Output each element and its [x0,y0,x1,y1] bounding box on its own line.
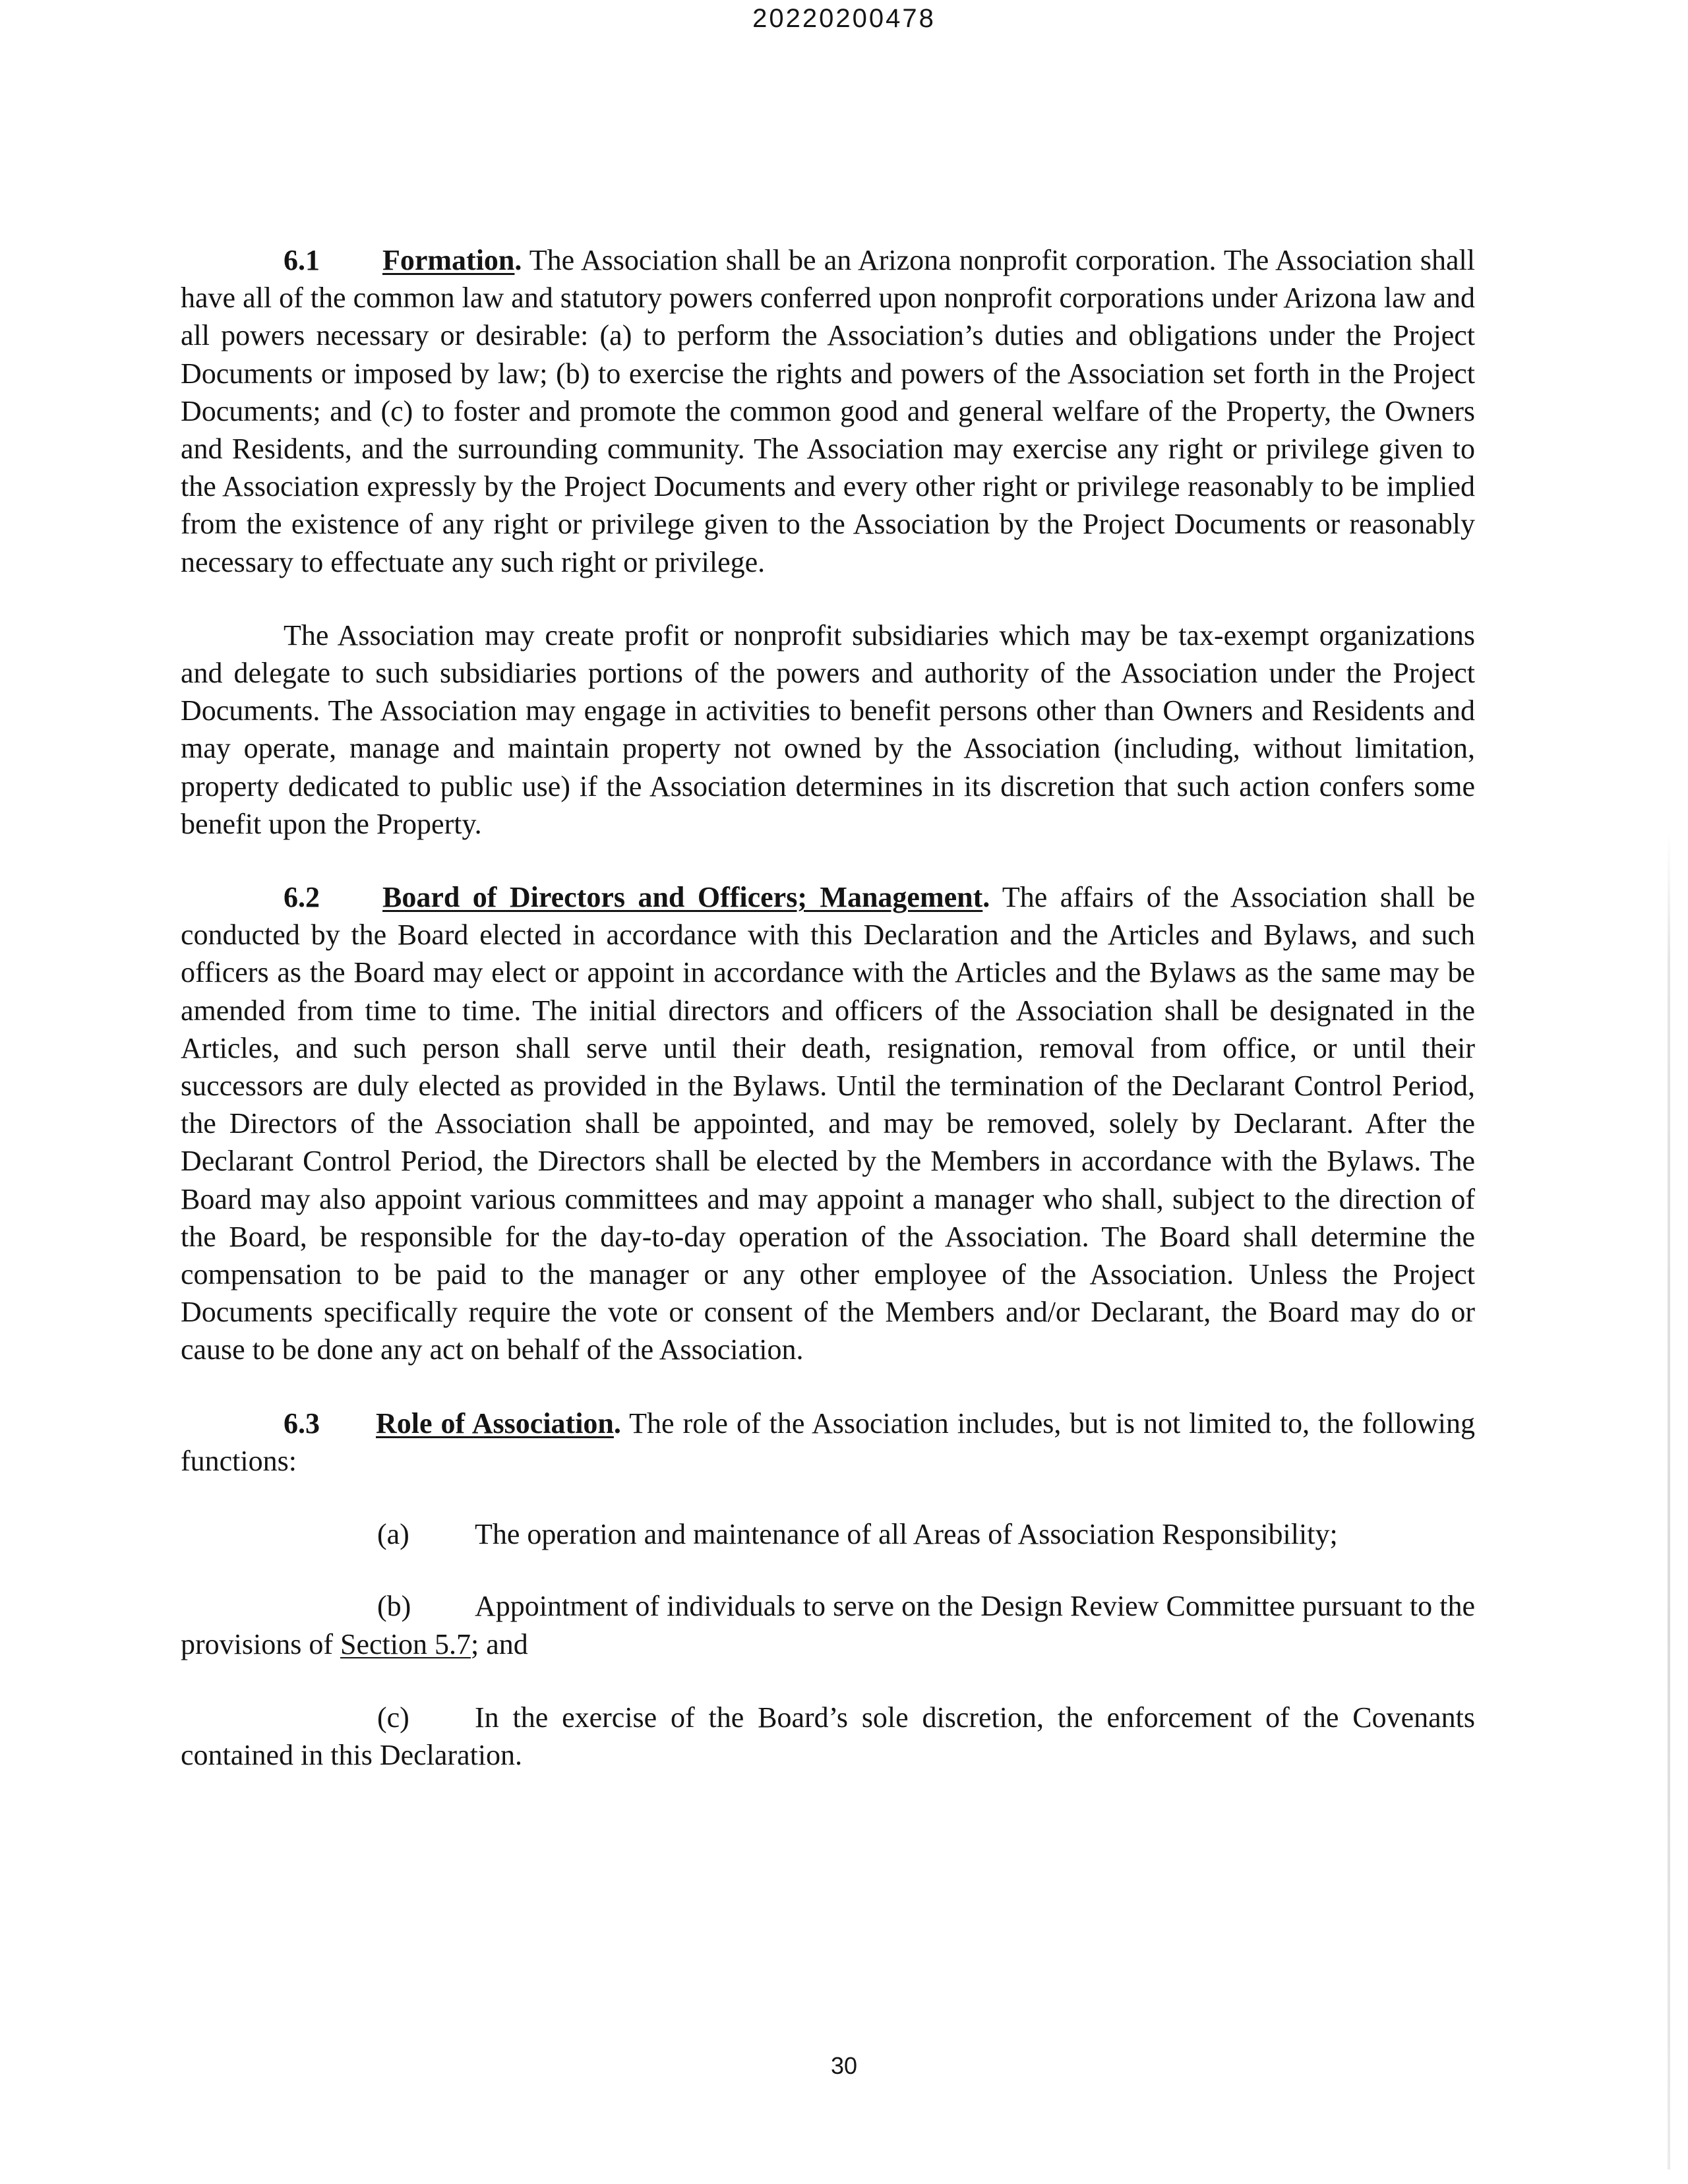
item-label: (a) [377,1518,409,1551]
title-punctuation: . [514,244,522,276]
section-number: 6.3 [284,1407,320,1440]
section-reference-link[interactable]: Section 5.7 [340,1627,471,1660]
list-item-c [181,1699,1475,1774]
title-punctuation: . [982,881,990,914]
section-text: The affairs of the Association shall be conducted by the Board elected in accordance with this Declaration and the Articles and Bylaws, and such officers as the Board may elect or appoint in accordance with the Articles and the Bylaws as the same may be amended from time to time. The initial directors and officers of the Association shall be designated in the Articles, and such person shall serve until their death, resignation, removal from office, or until their successors are duly elected as provided in the Bylaws. Until the termination of the Declarant Control Period, the Directors of the Association shall be appointed, and may be removed, solely by Declarant. After the Declarant Control Period, the Directors shall be elected by the Members in accordance with the Bylaws. The Board may also appoint various committees and may appoint a manager who shall, subject to the direction of the Board, be responsible for the day-to-day operation of the Association. The Board shall determine the compensation to be paid to the manager or any other employee of the Association. Unless the Project Documents specifically require the vote or consent of the Members and/or Declarant, the Board may do or cause to be done any act on behalf of the Association. [181,881,1475,1366]
section-6-1-paragraph [181,241,1475,581]
item-text: In the exercise of the Board’s sole discretion, the enforcement of the Covenants contained in this Declaration. [181,1701,1475,1771]
section-text: The role of the Association includes, but is not limited to, the following functions: [181,1407,1475,1477]
section-title: Formation [382,244,515,276]
section-text: The Association shall be an Arizona nonprofit corporation. The Association shall have all of the common law and statutory powers conferred upon nonprofit corporations under Arizona law and all powers necessary or desirable: (a) to perform the Association’s duties and obligations under the Project Documents or imposed by law; (b) to exercise the rights and powers of the Association set forth in the Project Documents; and (c) to foster and promote the common good and general welfare of the Property, the Owners and Residents, and the surrounding community. The Association may exercise any right or privilege given to the Association expressly by the Project Documents and every other right or privilege reasonably to be implied from the existence of any right or privilege given to the Association by the Project Documents or reasonably necessary to effectuate any such right or privilege. [181,244,1475,578]
title-punctuation: . [613,1407,621,1440]
section-6-3-paragraph [181,1405,1475,1480]
section-number: 6.2 [284,881,320,914]
item-text-end: ; and [470,1627,528,1660]
section-title: Role of Association [376,1407,614,1440]
scan-edge-shadow [1668,831,1670,2169]
section-title: Board of Directors and Officers; Management [382,881,983,914]
item-label: (b) [377,1590,411,1623]
list-item-a [181,1515,1475,1553]
section-number: 6.1 [284,244,320,276]
item-label: (c) [377,1701,409,1734]
list-item-b [181,1587,1475,1662]
item-text: The operation and maintenance of all Areas of Association Responsibility; [475,1518,1338,1551]
section-6-1-subsidiaries-paragraph: The Association may create profit or nonprofit subsidiaries which may be tax-exempt organizations and delegate to such subsidiaries portions of the powers and authority of the Association under the Project Documents. The Association may engage in activities to benefit persons other than Owners and Residents and may operate, manage and maintain property not owned by the Association (including, without limitation, property dedicated to public use) if the Association determines in its discretion that such action confers some benefit upon the Property. [181,619,1475,840]
document-number: 20220200478 [752,4,936,33]
document-body [181,241,1475,1809]
section-6-2-paragraph [181,878,1475,1369]
page-number: 30 [830,2052,858,2079]
item-text: Appointment of individuals to serve on the Design Review Committee pursuant to the provisions of [181,1590,1475,1660]
